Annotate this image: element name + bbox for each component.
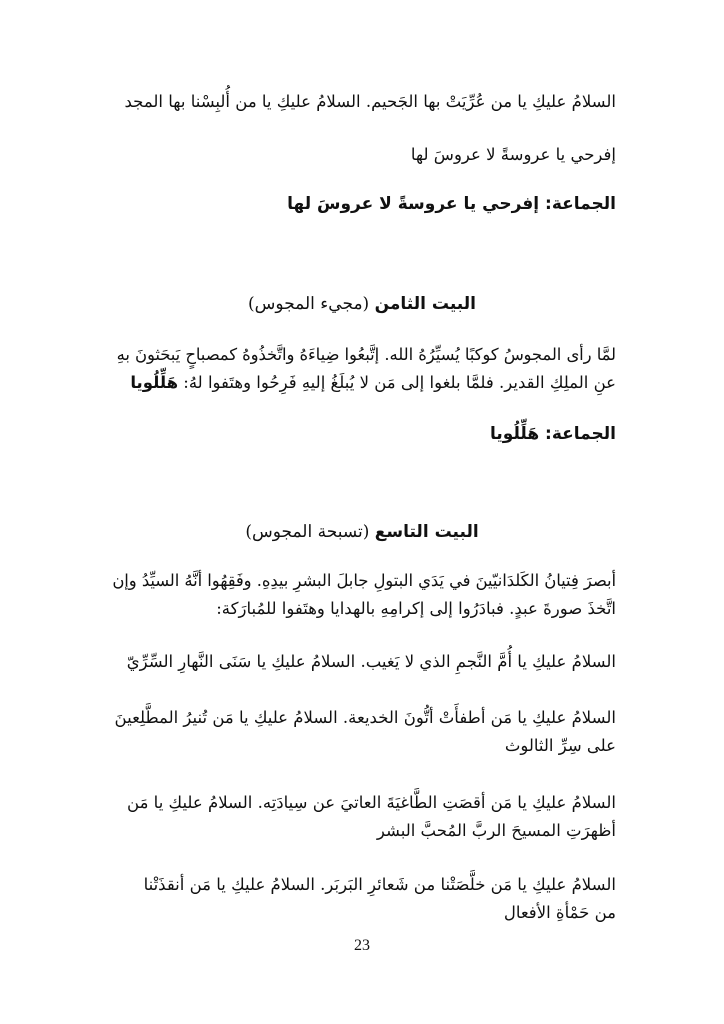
verse7-paragraph	[111, 88, 616, 116]
text-line: السلامُ عليكِ يا مَن أقصَتِ الطَّاغيَةَ العاتيَ عن سِيادَتِه. السلامُ عليكِ يا مَن	[127, 793, 616, 812]
text-line: على سِرِّ الثالوث	[504, 736, 616, 755]
heading-subtitle: (مجيء المجوس)	[248, 294, 370, 314]
chorus-text: الجماعة: هَلِّلُويا	[490, 424, 616, 444]
page-number: 23	[354, 937, 370, 954]
text-line: لمَّا رأى المجوسُ كوكبًا يُسيِّرُهُ الله. إتَّبعُوا ضِياءَهُ واتَّخذُوهُ كمصباحٍ يَبحَثونَ بهِ	[116, 345, 616, 364]
text-line: السلامُ عليكِ يا من عُرِّيَتْ بها الجَحيم. السلامُ عليكِ يا من أُلبِسْنا بها المجد	[124, 92, 616, 111]
heading-subtitle: (تسبحة المجوس)	[245, 522, 370, 542]
heading-title: البيت الثامن	[374, 294, 476, 314]
text-line: السلامُ عليكِ يا مَن أطفأَتْ أتُّونَ الخديعة. السلامُ عليكِ يا مَن تُنيرُ المطَّلِعينَ	[114, 708, 616, 727]
chorus-text: الجماعة: إفرحي يا عروسةً لا عروسَ لها	[287, 194, 616, 214]
text-line: أظهرَتِ المسيحَ الربَّ المُحبَّ البشر	[376, 821, 616, 840]
text-segment-bold: هَلِّلُويا	[130, 373, 179, 392]
chorus-line	[111, 190, 616, 218]
chorus-line	[111, 420, 616, 448]
text-line: إفرحي يا عروسةً لا عروسَ لها	[410, 145, 616, 164]
text-line: من حَمْأةِ الأفعال	[503, 903, 616, 922]
section-heading-verse9	[0, 518, 724, 546]
text-segment: عنِ الملِكِ القدير. فلمَّا بلغوا إلى مَن لا يُبلَغُ إليهِ فَرِحُوا وهتَفوا لهُ:	[183, 373, 616, 392]
text-line: السلامُ عليكِ يا مَن خلَّصَتْنا من شَعائرِ البَربَر. السلامُ عليكِ يا مَن أنقذَتْنا	[143, 875, 616, 894]
salutation-paragraph	[111, 648, 616, 676]
text-line	[111, 369, 616, 397]
verse9-intro	[111, 567, 616, 623]
salutation-paragraph	[111, 789, 616, 845]
section-heading-verse8	[0, 290, 724, 318]
text-line: اتَّخذَ صورةَ عبدٍ. فبادَرُوا إلى إكرامِهِ بالهدايا وهتَفوا للمُبارَكة:	[216, 599, 616, 618]
verse7-refrain	[111, 141, 616, 169]
heading-title: البيت التاسع	[374, 522, 479, 542]
salutation-paragraph	[111, 871, 616, 927]
salutation-paragraph	[111, 704, 616, 760]
text-line: السلامُ عليكِ يا أُمَّ النَّجمِ الذي لا يَغيب. السلامُ عليكِ يا سَنَى النَّهارِ السِّرِّيّ	[126, 652, 616, 671]
verse8-paragraph	[111, 341, 616, 397]
text-line: أبصرَ فِتيانُ الكَلدَانيّينَ في يَدَي البتولِ جابلَ البشرِ بيدِهِ. وفَقِهُوا أنَّهُ السيِّدُ وإن	[112, 571, 616, 590]
